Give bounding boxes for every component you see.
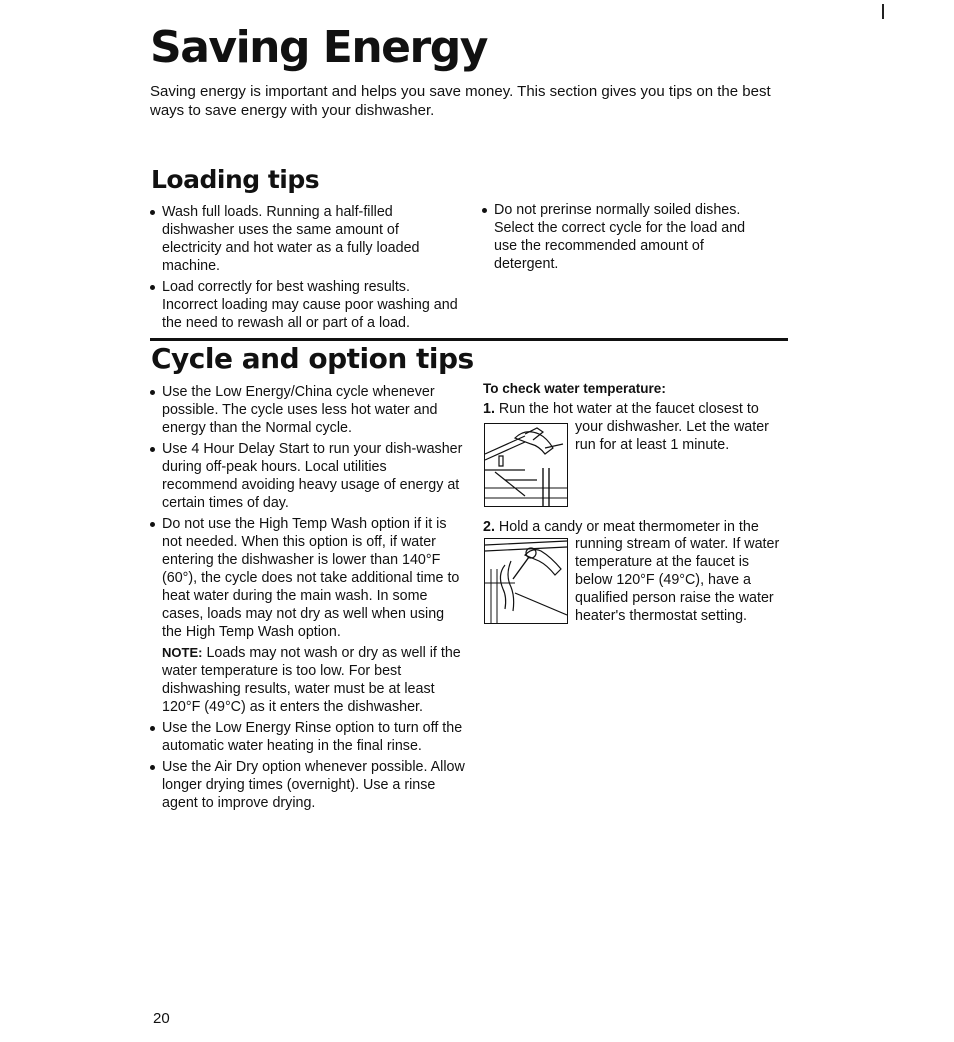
cycle-tips-heading: Cycle and option tips [151,342,474,375]
thermometer-hand-icon [485,539,567,623]
note-text: Loads may not wash or dry as well if the water temperature is too low. For best dishwashing results, water must be at least 120°F (49°C) as it enters the dishwasher. [162,645,461,715]
list-item: Use the Air Dry option whenever possible. Allow longer drying times (overnight). Use a rinse agent to improve drying. [150,758,465,812]
cycle-tips-list [150,383,465,815]
faucet-running-illustration [484,423,568,507]
page-edge-mark [882,4,884,19]
page-title: Saving Energy [150,22,487,73]
step-1-number: 1. [483,401,495,417]
list-item: Use the Low Energy/China cycle whenever possible. The cycle uses less hot water and energy than the Normal cycle. [150,383,465,437]
step-1-lead-text: Run the hot water at the faucet closest to [498,401,759,417]
intro-paragraph: Saving energy is important and helps you save money. This section gives you tips on the best ways to save energy with your dishwasher. [150,83,771,119]
list-item: Do not use the High Temp Wash option if it is not needed. When this option is off, if water entering the dishwasher is lower than 140°F (60°), the cycle does not take additional time to heat water during the main wash. In some cases, loads may not dry as well when using the High Temp Wash option. [150,515,465,641]
step-1-text: your dishwasher. Let the water run for at least 1 minute. [575,419,769,453]
note-paragraph [150,644,465,716]
step-2-text: running stream of water. If water temperature at the faucet is below 120°F (49°C), have a qualified person raise the water heater's thermostat setting. [575,536,780,624]
list-item: Use 4 Hour Delay Start to run your dish-washer during off-peak hours. Local utilities recommend avoiding heavy usage of energy at certain times of day. [150,440,465,512]
thermometer-illustration [484,538,568,624]
step-1-lead [483,400,783,418]
step-2-number: 2. [483,519,495,535]
list-item: Do not prerinse normally soiled dishes. Select the correct cycle for the load and use the recommended amount of detergent. [482,201,772,273]
step-2-lead [483,518,783,536]
page-number: 20 [153,1010,170,1027]
loading-tips-heading: Loading tips [151,165,320,194]
note-label: NOTE: [162,645,203,660]
water-temp-heading: To check water temperature: [483,381,666,396]
list-item: Load correctly for best washing results. Incorrect loading may cause poor washing and the need to rewash all or part of a load. [150,278,460,332]
list-item: Use the Low Energy Rinse option to turn off the automatic water heating in the final rinse. [150,719,465,755]
list-item: Wash full loads. Running a half-filled dishwasher uses the same amount of electricity and hot water as a fully loaded machine. [150,203,460,275]
loading-tips-right-list [482,201,772,276]
step-2-lead-text: Hold a candy or meat thermometer in the [498,519,759,535]
loading-tips-left-list [150,203,460,335]
faucet-hand-icon [485,424,567,506]
section-divider [150,338,788,341]
